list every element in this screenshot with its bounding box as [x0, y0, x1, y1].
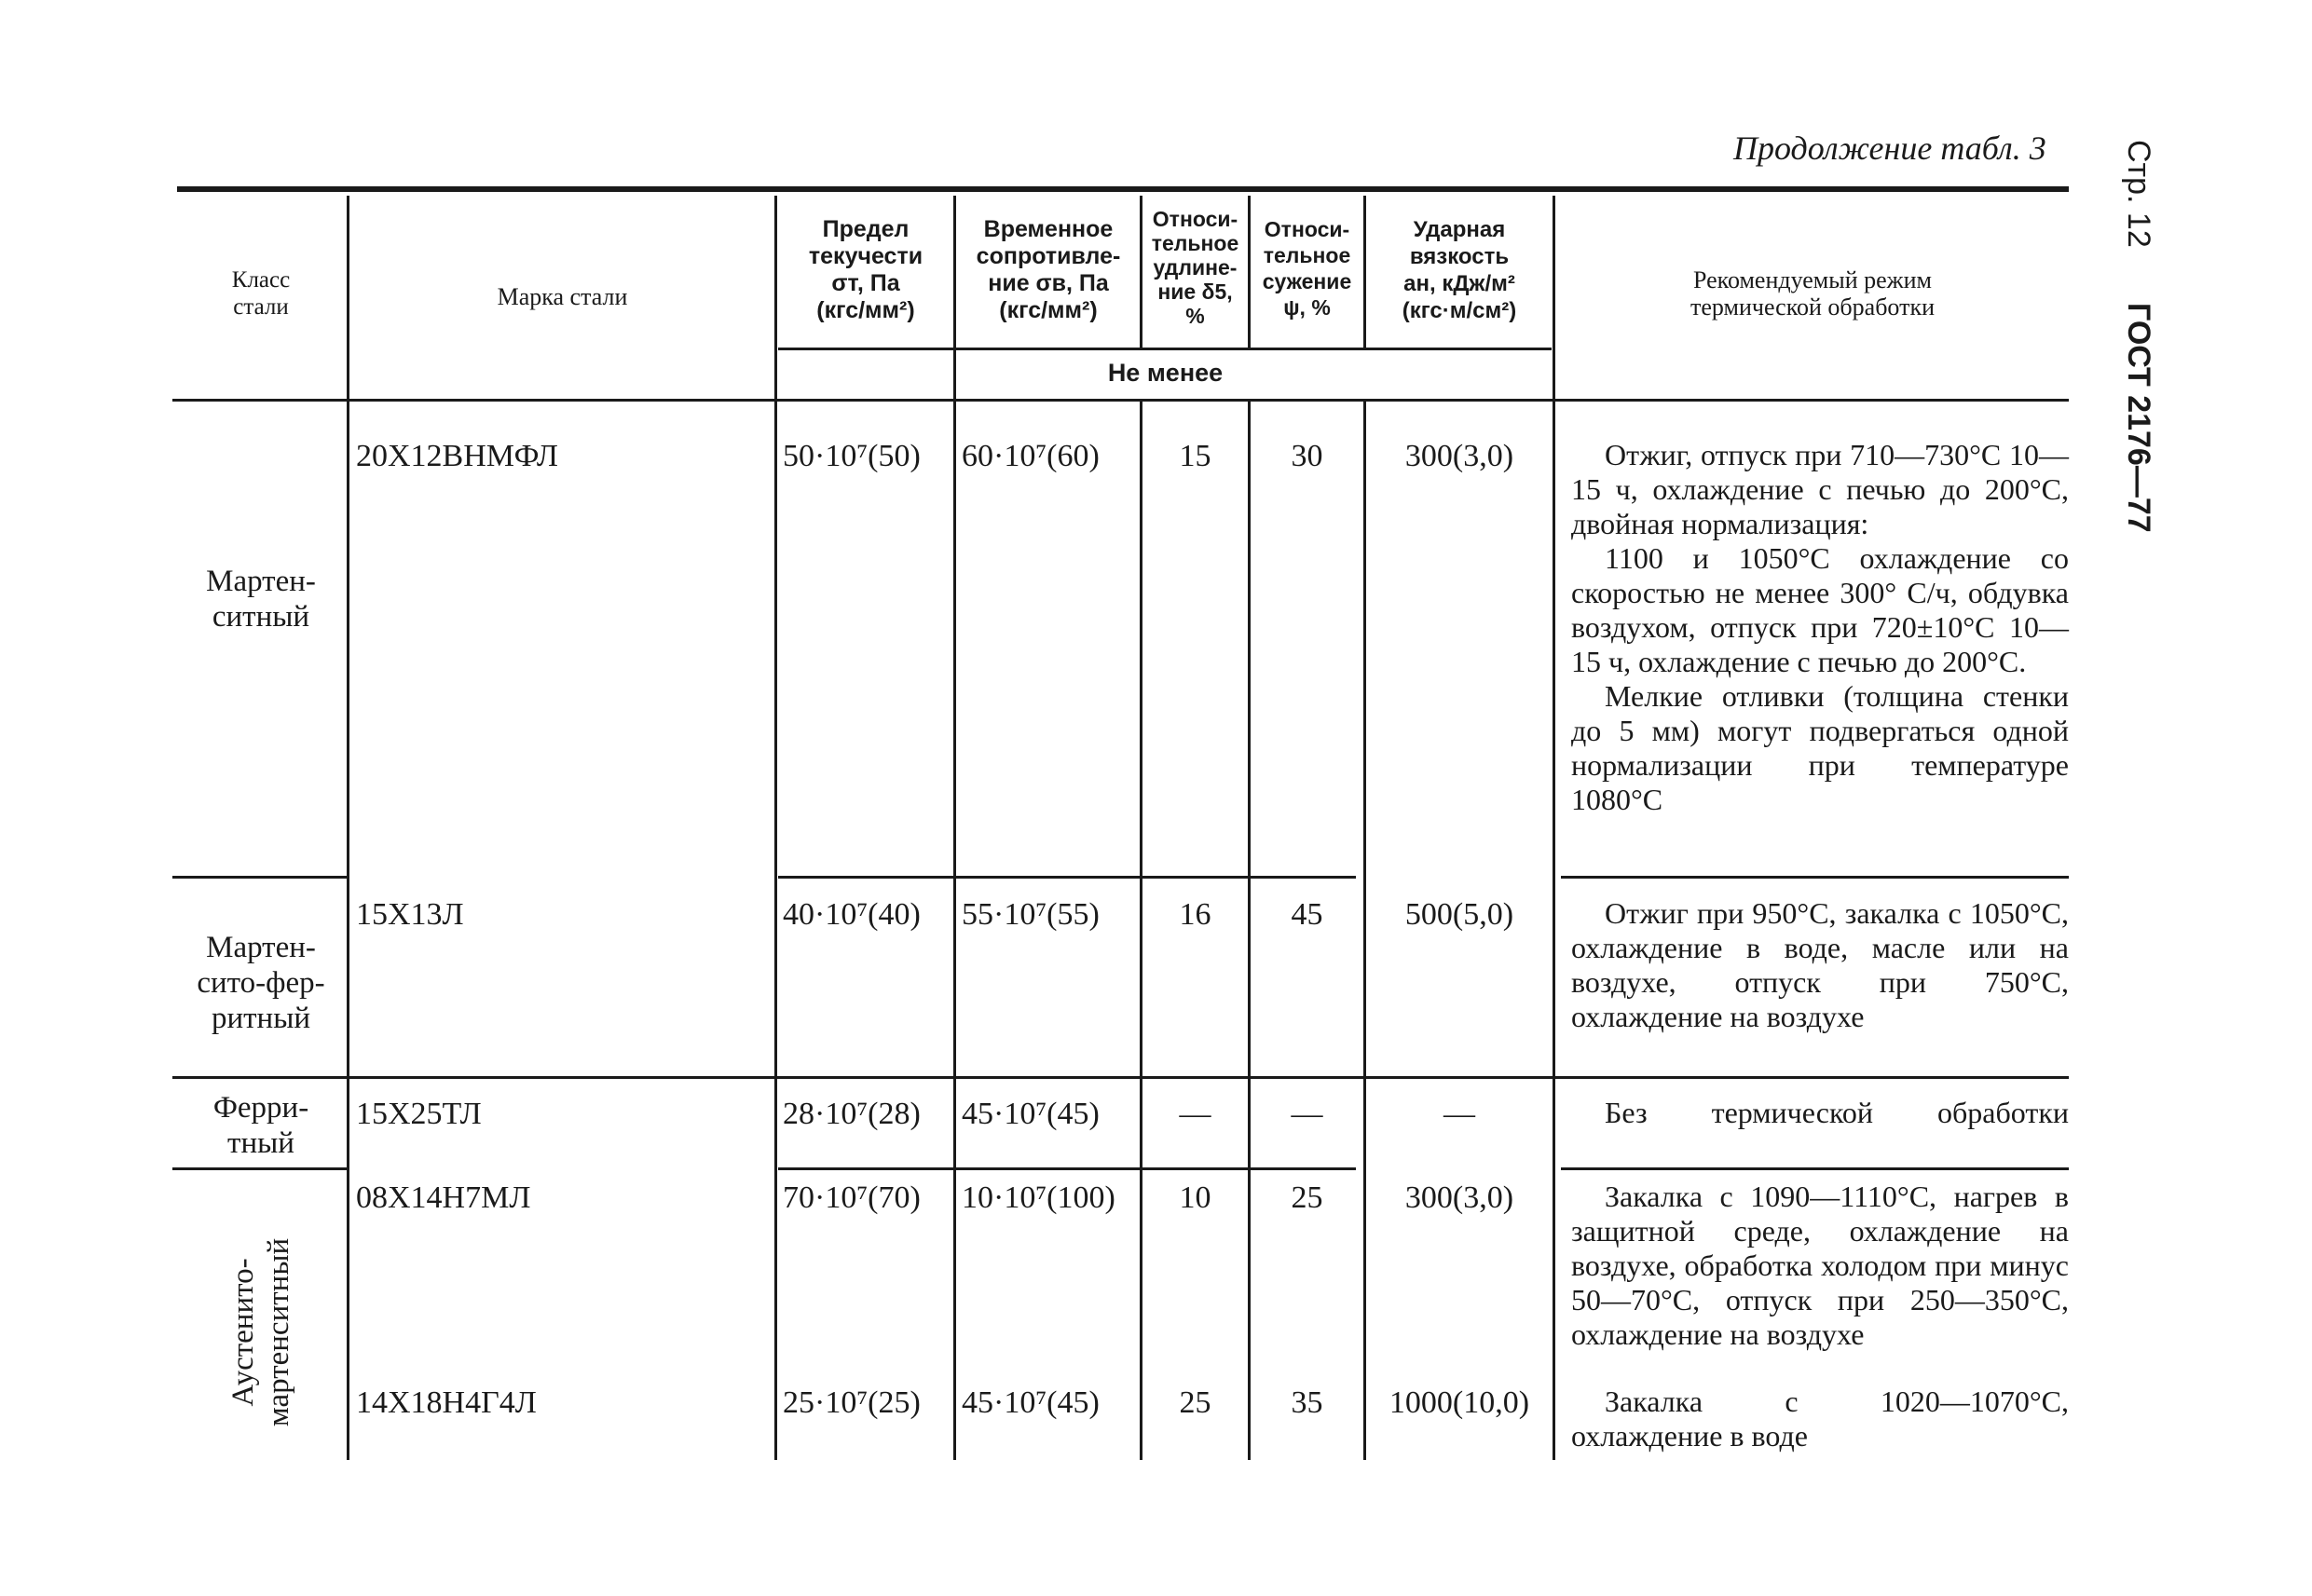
side-page-number: Стр. 12: [2121, 140, 2156, 248]
class-austenito-martensitny: [177, 1176, 345, 1455]
marka-cell: 15Х25ТЛ: [356, 1097, 482, 1131]
header-vremennoe: Временное сопротивле- ние σв, Па (кгс/мм²): [976, 216, 1121, 323]
predel-cell: 40·10⁷(40): [783, 897, 921, 932]
vyazkost-cell: 1000(10,0): [1389, 1385, 1530, 1420]
class-martensito-ferritny: Мартен- сито-фер- ритный: [197, 931, 325, 1035]
row-separator: [778, 1167, 1356, 1170]
vremennoe-cell: 45·10⁷(45): [962, 1385, 1100, 1420]
header-suzhenie: Относи- тельное сужение ψ, %: [1262, 217, 1352, 320]
row-separator: [1561, 1167, 2069, 1170]
udlinenie-cell: 15: [1179, 439, 1211, 473]
rezhim-cell: [1571, 896, 2069, 1034]
rezhim-paragraph: Закалка с 1090—1110°С, нагрев в защитной среде, охлаждение на воздухе, обработка холодом при минус 50—70°С, отпуск при 250—350°С, охлаждение на воздухе: [1571, 1180, 2069, 1351]
header-udlinenie: Относи- тельное удлине- ние δ5, %: [1151, 207, 1239, 328]
predel-cell: 50·10⁷(50): [783, 439, 921, 473]
vremennoe-cell: 60·10⁷(60): [962, 439, 1100, 473]
header-marka: Марка стали: [497, 283, 628, 310]
predel-cell: 70·10⁷(70): [783, 1180, 921, 1215]
row-separator: [172, 1076, 2069, 1079]
class-austenito-label: Аустенито- мартенситный: [226, 1237, 295, 1427]
header-bottom-rule: [172, 399, 2069, 402]
marka-cell: 20Х12ВНМФЛ: [356, 439, 558, 473]
udlinenie-cell: 25: [1179, 1385, 1211, 1420]
rezhim-cell: [1571, 1180, 2069, 1352]
row-separator: [172, 1167, 349, 1170]
udlinenie-cell: —: [1179, 1097, 1211, 1131]
predel-cell: 28·10⁷(28): [783, 1097, 921, 1131]
vyazkost-cell: —: [1443, 1097, 1475, 1131]
col-rule: [774, 196, 777, 1460]
header-rezhim: Рекомендуемый режим термической обработки: [1690, 266, 1935, 321]
rezhim-paragraph: Отжиг при 950°С, закалка с 1050°С, охлаждение в воде, масле или на воздухе, отпуск при 750°С, охлаждение на воздухе: [1571, 896, 2069, 1033]
marka-cell: 14Х18Н4Г4Л: [356, 1385, 537, 1420]
marka-cell: 08Х14Н7МЛ: [356, 1180, 531, 1215]
col-rule: [347, 196, 349, 1460]
vyazkost-cell: 300(3,0): [1404, 1180, 1514, 1215]
rezhim-paragraph: 1100 и 1050°С охлаждение со скоростью не менее 300° С/ч, обдувка воздухом, отпуск при 720±10°С 10—15 ч, охлаждение с печью до 200°С.: [1571, 541, 2069, 678]
udlinenie-cell: 10: [1179, 1180, 1211, 1215]
suzhenie-cell: 45: [1291, 897, 1323, 932]
rezhim-paragraph: Мелкие отливки (толщина стенки до 5 мм) могут подвергаться одной нормализации при температуре 1080°С: [1571, 679, 2069, 816]
side-gost-number: ГОСТ 2176—77: [2121, 303, 2156, 533]
udlinenie-cell: 16: [1179, 897, 1211, 932]
rezhim-paragraph: Закалка с 1020—1070°С, охлаждение в воде: [1571, 1385, 2069, 1453]
row-separator: [778, 876, 1356, 879]
rezhim-cell: [1571, 1096, 2069, 1130]
vremennoe-cell: 55·10⁷(55): [962, 897, 1100, 932]
vyazkost-cell: 300(3,0): [1404, 439, 1514, 473]
rezhim-cell: [1571, 438, 2069, 817]
rezhim-paragraph: Отжиг, отпуск при 710—730°С 10—15 ч, охлаждение с печью до 200°С, двойная нормализация:: [1571, 438, 2069, 540]
ne-menee-rule: [778, 348, 1552, 350]
header-vyazkost: Ударная вязкость ан, кДж/м² (кгс·м/см²): [1402, 217, 1517, 323]
predel-cell: 25·10⁷(25): [783, 1385, 921, 1420]
vremennoe-cell: 45·10⁷(45): [962, 1097, 1100, 1131]
suzhenie-cell: 25: [1291, 1180, 1323, 1215]
row-separator: [1561, 876, 2069, 879]
col-rule: [1553, 196, 1555, 1460]
header-klass: Класс стали: [231, 267, 291, 320]
class-ferritny: Ферри- тный: [212, 1091, 309, 1160]
header-ne-menee: Не менее: [1107, 359, 1224, 387]
vyazkost-cell: 500(5,0): [1404, 897, 1514, 932]
header-predel: Предел текучести σт, Па (кгс/мм²): [808, 216, 923, 323]
suzhenie-cell: 30: [1291, 439, 1323, 473]
rezhim-paragraph: Без термической обработки: [1605, 1096, 2069, 1129]
row-separator: [172, 876, 349, 879]
suzhenie-cell: 35: [1291, 1385, 1323, 1420]
suzhenie-cell: —: [1291, 1097, 1323, 1131]
class-martensitny: Мартен- ситный: [206, 565, 316, 634]
rezhim-cell: [1571, 1385, 2069, 1453]
vremennoe-cell: 10·10⁷(100): [962, 1180, 1115, 1215]
table-top-rule: [177, 186, 2069, 192]
marka-cell: 15Х13Л: [356, 897, 464, 932]
continuation-title: Продолжение табл. 3: [1733, 130, 2046, 167]
